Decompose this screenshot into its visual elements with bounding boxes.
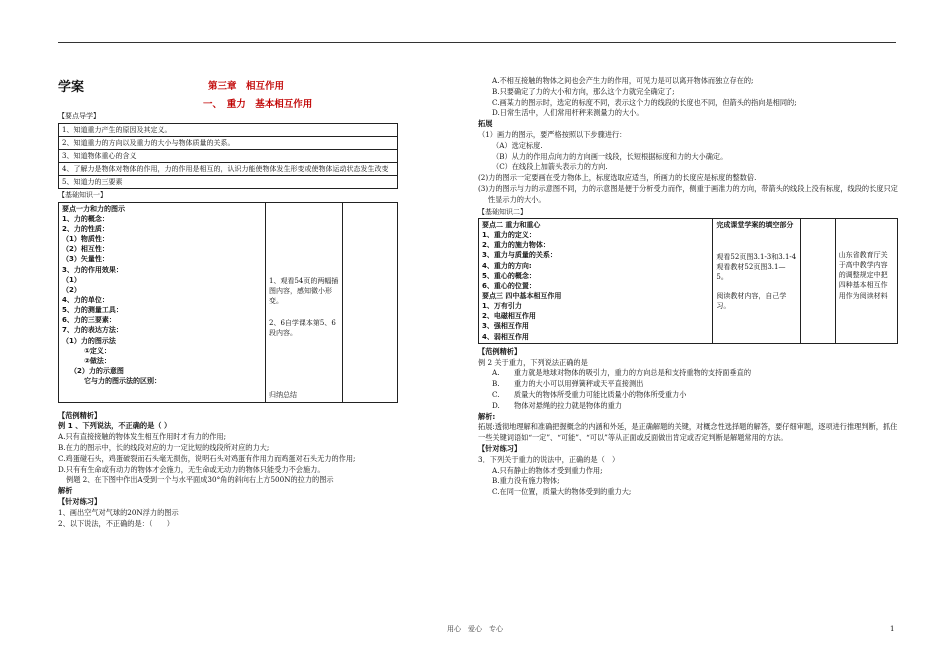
tuozhan-step: （B）从力的作用点向力的方向画一线段，长短根据标度和力的大小确定。 (492, 151, 728, 161)
jichu1-note: 1、观看54页的两幅插图内容，感知微小形变。 (269, 276, 339, 305)
option: B.只要确定了力的大小和方向，那么这个力就完全确定了; (492, 86, 675, 96)
tuozhan-step: （C）在线段上加箭头表示力的方向. (492, 162, 608, 172)
jichu1-blank-cell (343, 202, 398, 402)
practice-item: 2、以下说法，不正确的是：（ ） (58, 518, 174, 528)
jichu1-note: 2、6自学课本第5、6段内容。 (269, 319, 336, 338)
jichu2-side-note: 山东省教育厅关于高中教学内容的调整规定中把四种基本相互作用作为阅读材料 (838, 251, 888, 300)
example-2: 例题 2、在下图中作出A受到一个与水平面成30°角的斜向右上方500N的拉力的图示 (66, 475, 334, 485)
jichu2-item: 5、重心的概念： (482, 271, 536, 280)
tuozhan-2: 拓展:透彻地理解和准确把握概念的内涵和外延，是正确解题的关键，对概念性选择题的解答，要仔细审题，逐项进行推理判断，抓住一些关键词语如“一定”、“可能”、“可以”等从正面或反面做出肯定或否定判断是解题常用的方法。 (478, 422, 898, 443)
jichu2-item: 1、万有引力 (482, 302, 522, 311)
option: D.日常生活中，人们常用杆秤来测量力的大小。 (492, 108, 644, 118)
yaodian-table (58, 123, 398, 190)
option: C.画某力的图示时，选定的标度不同，表示这个力的线段的长度也不同，但箭头的指向是相同的; (492, 97, 797, 107)
jichu2-side-cell (835, 219, 897, 344)
question-3-option: B.重力没有施力物体; (492, 476, 560, 486)
jichu1-content (59, 202, 266, 402)
jichu1-item: 5、力的测量工具： (62, 306, 123, 315)
tuozhan-step: （A）选定标度. (492, 140, 543, 150)
tuozhan-step: （1）画力的图示，要严格按照以下步骤进行： (478, 129, 627, 139)
example-2-title: 例 2 关于重力，下列说法正确的是 (478, 357, 588, 367)
jichu2-note: 观看52页图3.1-3和3.1-4 (716, 253, 797, 262)
fanli-label-2: 【范例精析】 (478, 346, 522, 356)
jichu2-label: 【基础知识二】 (478, 207, 527, 216)
right-column (478, 76, 898, 498)
jichu2-content (479, 219, 713, 344)
jichu2-table (478, 218, 898, 344)
jichu2-item: 6、重心的位置： (482, 281, 536, 290)
example-1-option: D.只有有生命或有动力的物体才会施力，无生命或无动力的物体只能受力不会施力。 (58, 464, 325, 474)
jichu1-item: 7、力的表达方法： (62, 326, 123, 335)
jichu2-item: 4、重力的方向: (482, 261, 532, 270)
jichu1-item: ②做法： (84, 356, 111, 365)
jichu1-item: （1） (62, 275, 81, 284)
yaodian-row: 5、知道力的三要素 (59, 176, 398, 189)
jichu1-item: （3）矢量性： (62, 255, 109, 264)
jichu1-item: （2） (62, 285, 81, 294)
example-2-option: B. 重力的大小可以用弹簧秤或天平直接测出 (492, 379, 644, 389)
jichu2-item: 要点二 重力和重心 (482, 221, 541, 230)
jichu1-item: 4、力的单位： (62, 295, 109, 304)
jichu1-item: 要点一力和力的图示 (62, 204, 125, 213)
jichu2-item: 1、重力的定义： (482, 231, 536, 240)
tuozhan-note: (3)力的图示与力的示意图不同，力的示意图是便于分析受力而作，侧重于画准力的方向，带箭头的线段上没有标度，线段的长度只定性显示力的大小。 (478, 183, 898, 204)
jichu1-item: 它与力的图示法的区别： (84, 377, 161, 386)
zhendui-label: 【针对练习】 (58, 496, 102, 506)
jichu1-item: 6、力的三要素： (62, 316, 116, 325)
example-2-option: D. 物体对悬绳的拉力就是物体的重力 (492, 400, 622, 410)
example-1-title: 例 1 、下列说法，不正确的是（ ） (58, 421, 172, 431)
chapter-title: 第三章 相互作用 (208, 81, 285, 92)
jichu2-item: 2、重力的施力物体： (482, 241, 550, 250)
jichu1-item: 3、力的作用效果： (62, 265, 123, 274)
jichu2-notes (713, 219, 800, 344)
fanli-label: 【范例精析】 (58, 410, 102, 420)
example-1-option: B.在力的图示中，长的线段对应的力一定比短的线段所对应的力大; (58, 442, 270, 452)
yaodian-row: 1、知道重力产生的原因及其定义。 (59, 123, 398, 136)
jiexi-label-2: 解析: (478, 411, 496, 421)
header-rule (58, 42, 896, 43)
example-2-option: A. 重力就是地球对物体的吸引力，重力的方向总是和支持重物的支持面垂直的 (492, 368, 752, 378)
tuozhan-label: 拓展 (478, 119, 493, 129)
jichu1-item: （2）相互性： (62, 245, 109, 254)
jichu1-label: 【基础知识一】 (58, 191, 107, 200)
yaodian-label: 【要点导学】 (58, 112, 100, 120)
yaodian-row: 2、知道重力的方向以及重力的大小与物体质量的关系。 (59, 136, 398, 149)
question-3-option: A.只有静止的物体才受到重力作用; (492, 465, 603, 475)
left-column (58, 76, 398, 529)
jichu1-notes (266, 202, 343, 402)
example-2-option: C. 质量大的物体所受重力可能比质量小的物体所受重力小 (492, 389, 687, 399)
section-title: 一、 重力 基本相互作用 (203, 99, 313, 110)
jichu2-item: 2、电磁相互作用 (482, 312, 536, 321)
jichu1-note: 归纳总结 (269, 391, 297, 400)
page-number: 1 (890, 625, 895, 633)
page-footer: 用心 爱心 专心 (447, 625, 503, 633)
question-3-option: C.在同一位置，质量大的物体受到的重力大; (492, 487, 632, 497)
jichu1-item: ①定义： (84, 346, 111, 355)
zhendui-label-2: 【针对练习】 (478, 443, 522, 453)
jichu1-item: （1）力的图示法 (62, 336, 116, 345)
jichu1-table (58, 202, 398, 403)
practice-item: 1、画出空气对气球的20N浮力的图示 (58, 507, 179, 517)
yaodian-row: 3、知道物体重心的含义 (59, 149, 398, 162)
question-3: 3．下列关于重力的说法中，正确的是（ ） (478, 454, 620, 464)
jichu1-item: （2）力的示意图 (70, 366, 124, 375)
jichu1-item: 1、力的概念： (62, 214, 109, 223)
jichu2-note: 观看教材52页图3.1—5。 (716, 263, 786, 282)
jichu2-mid-title: 完成课堂学案的填空部分 (716, 221, 794, 230)
example-1-option: A.只有直接接触的物体发生相互作用时才有力的作用; (58, 432, 227, 442)
jichu2-blank-cell (800, 219, 835, 344)
title-block (58, 76, 398, 110)
option: A.不相互接触的物体之间也会产生力的作用，可见力是可以离开物体而独立存在的; (492, 76, 754, 85)
jichu2-note: 阅读教材内容，自己学习。 (716, 291, 787, 310)
doc-label: 学案 (58, 80, 85, 95)
jichu1-item: 2、力的性质： (62, 224, 109, 233)
yaodian-row: 4、了解力是物体对物体的作用，力的作用是相互的，认识力能使物体发生形变或使物体运动状态发生改变 (59, 162, 398, 175)
jichu1-item: （1）物质性： (62, 235, 109, 244)
jichu2-item: 3、强相互作用 (482, 322, 529, 331)
tuozhan-note: (2)力的图示一定要画在受力物体上，标度选取应适当，所画力的长度应是标度的整数倍. (478, 173, 757, 183)
jichu2-item: 4、弱相互作用 (482, 332, 529, 341)
example-1-option: C.鸡蛋碰石头，鸡蛋破裂而石头毫无损伤，说明石头对鸡蛋有作用力而鸡蛋对石头无力的作用; (58, 453, 356, 463)
jichu2-item: 3、重力与质量的关系： (482, 251, 557, 260)
jichu2-item: 要点三 四中基本相互作用 (482, 292, 562, 301)
jiexi-label: 解析 (58, 486, 73, 496)
